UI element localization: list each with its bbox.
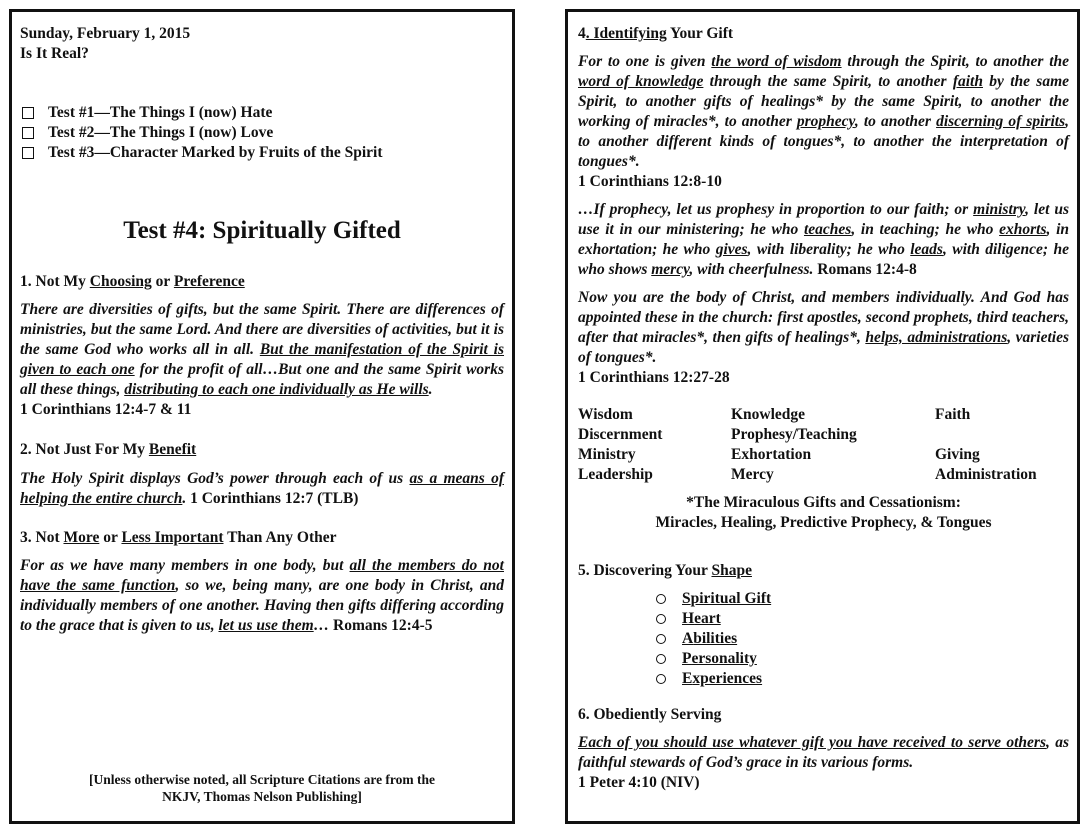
bullet-circle-icon: [656, 614, 666, 624]
checklist-item[interactable]: Test #3—Character Marked by Fruits of the Spirit: [20, 143, 504, 163]
checkbox-icon[interactable]: [22, 147, 34, 159]
gift-item: Mercy: [731, 466, 774, 483]
scripture-quote: For to one is given the word of wisdom through the Spirit, to another the word of knowledge through the same Spirit, to another faith by the same Spirit, to another gifts of healings* by the same Spirit, to another the working of miracles*, to another prophecy, to another discerning of spirits, to another different kinds of tongues*, to another the interpretation of tongues*.: [578, 53, 1070, 170]
cessationism-note: *The Miraculous Gifts and Cessationism: Miracles, Healing, Predictive Prophecy, & Tongues: [655, 494, 992, 531]
gift-item: Ministry: [578, 446, 636, 463]
bullet-circle-icon: [656, 594, 666, 604]
page-subtitle: Is It Real?: [20, 45, 89, 62]
gift-item: Wisdom: [578, 406, 633, 423]
gift-item: Prophesy/Teaching: [731, 426, 857, 443]
right-panel: [565, 9, 1080, 824]
bullet-circle-icon: [656, 634, 666, 644]
checklist-item[interactable]: Test #2—The Things I (now) Love: [20, 123, 504, 143]
gift-item: Knowledge: [731, 406, 806, 423]
gift-item: Exhortation: [731, 446, 812, 463]
scripture-reference: 1 Corinthians 12:7 (TLB): [186, 490, 359, 507]
gift-item: Leadership: [578, 466, 653, 483]
checkbox-icon[interactable]: [22, 127, 34, 139]
page-title: Test #4: Spiritually Gifted: [123, 217, 401, 244]
left-panel: [9, 9, 515, 824]
bullet-circle-icon: [656, 674, 666, 684]
scripture-reference: 1 Corinthians 12:4-7 & 11: [20, 401, 192, 418]
list-item: Spiritual Gift: [656, 589, 1069, 609]
section-heading: 2. Not Just For My Benefit: [20, 441, 197, 458]
scripture-quote: There are diversities of gifts, but the same Spirit. There are differences of ministries, but the same Lord. And there are diversities of activities, but it is the same God who works all in all. But the manifestation of the Spirit is given to each one for the profit of all…But one and the same Spirit works all these things, distributing to each one individually as He wills.: [20, 301, 505, 398]
section-heading: 4. Identifying Your Gift: [578, 25, 734, 42]
section-heading: 1. Not My Choosing or Preference: [20, 273, 245, 290]
gift-item: Discernment: [578, 426, 663, 443]
date: Sunday, February 1, 2015: [20, 25, 191, 42]
scripture-reference: 1 Corinthians 12:8-10: [578, 173, 722, 190]
list-item: Experiences: [656, 669, 1069, 689]
gift-item: Faith: [935, 406, 971, 423]
footer-note: [Unless otherwise noted, all Scripture Citations are from the NKJV, Thomas Nelson Publishing]: [88, 772, 436, 804]
scripture-quote: Each of you should use whatever gift you have received to serve others, as faithful stewards of God’s grace in its various forms.: [578, 734, 1069, 771]
checklist-item[interactable]: Test #1—The Things I (now) Hate: [20, 103, 504, 123]
section-heading: 6. Obediently Serving: [578, 706, 722, 723]
list-item: Personality: [656, 649, 1069, 669]
gift-item: Administration: [935, 466, 1037, 483]
checkbox-icon[interactable]: [22, 107, 34, 119]
scripture-reference: Romans 12:4-8: [813, 261, 917, 278]
list-item: Heart: [656, 609, 1069, 629]
scripture-quote: The Holy Spirit displays God’s power through each of us as a means of helping the entire church. 1 Corinthians 12:7 (TLB): [20, 470, 504, 507]
scripture-reference: 1 Corinthians 12:27-28: [578, 369, 730, 386]
scripture-quote: Now you are the body of Christ, and members individually. And God has appointed these in the church: first apostles, second prophets, third teachers, after that miracles*, then gifts of healings*, helps, administrations, varieties of tongues*.: [578, 289, 1070, 366]
scripture-reference: Romans 12:4-5: [329, 617, 433, 634]
gifts-grid: [578, 405, 1069, 485]
list-item: Abilities: [656, 629, 1069, 649]
scripture-quote: …If prophecy, let us prophesy in proportion to our faith; or ministry, let us use it in our ministering; he who teaches, in teaching; he who exhorts, in exhortation; he who gives, with liberality; he who leads, with diligence; he who shows mercy, with cheerfulness. Romans 12:4-8: [578, 201, 1070, 278]
bullet-circle-icon: [656, 654, 666, 664]
scripture-quote: For as we have many members in one body, but all the members do not have the same function, so we, being many, are one body in Christ, and individually members of one another. Having then gifts differing according to the grace that is given to us, let us use them… Romans 12:4-5: [20, 557, 504, 634]
section-heading: 5. Discovering Your Shape: [578, 562, 752, 579]
scripture-reference: 1 Peter 4:10 (NIV): [578, 774, 700, 791]
shape-list: [578, 589, 1069, 689]
section-heading: 3. Not More or Less Important Than Any Other: [20, 529, 337, 546]
gift-item: [935, 425, 1075, 445]
gift-item: Giving: [935, 446, 980, 463]
